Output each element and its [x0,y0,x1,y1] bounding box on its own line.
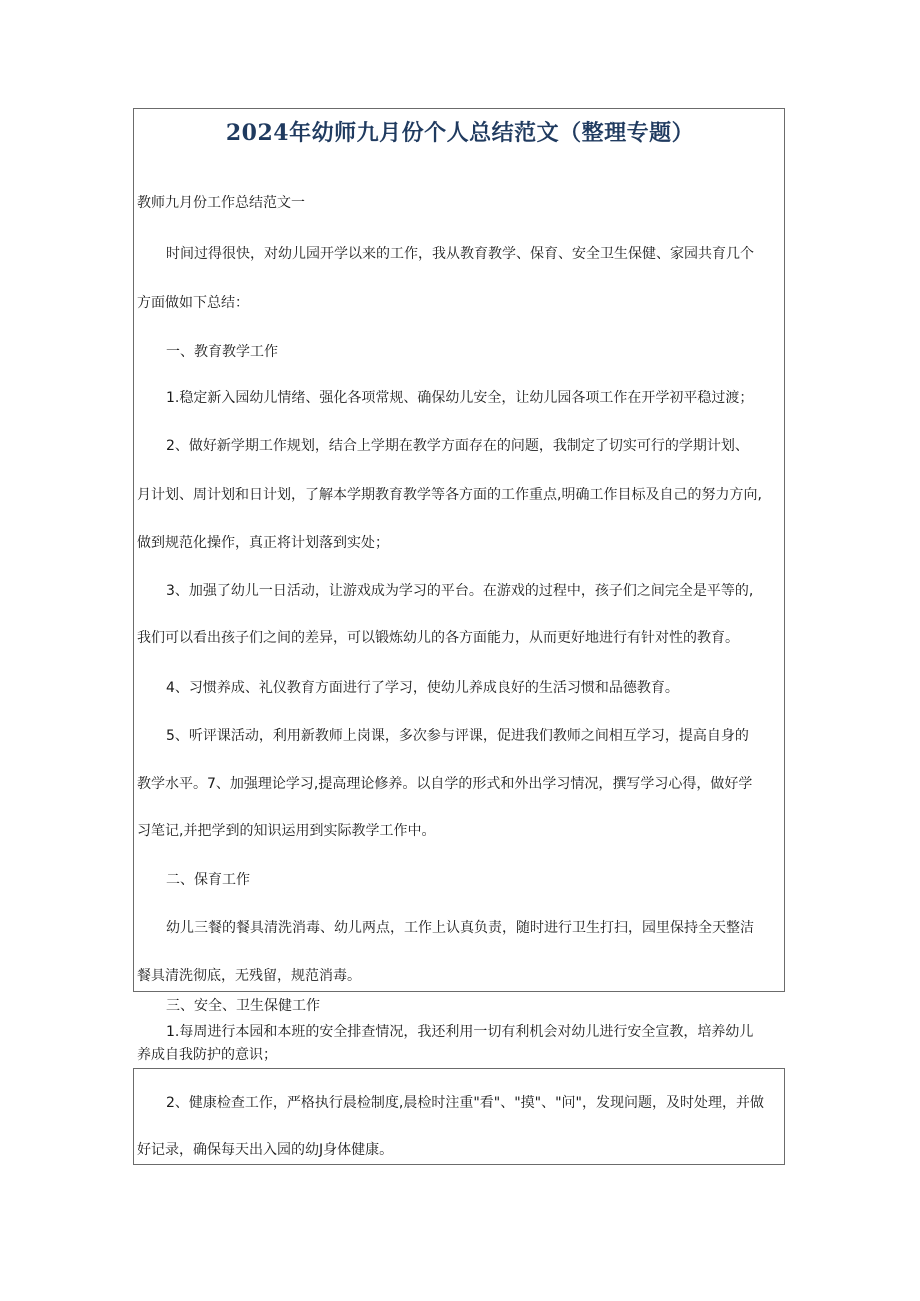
paragraph-line: 月计划、周计划和日计划，了解本学期教育教学等各方面的工作重点,明确工作目标及自己的努力方向, [137,487,762,503]
paragraph-line: 1.每周进行本园和本班的安全排查情况，我还利用一切有利机会对幼儿进行安全宣教，培养幼儿 [166,1024,754,1040]
paragraph-line: 2、健康检查工作，严格执行晨检制度,晨检时注重"看"、"摸"、"问"，发现问题，及时处理，并做 [166,1095,764,1111]
paragraph-line: 好记录，确保每天出入园的幼J身体健康。 [137,1142,394,1158]
paragraph-line: 教学水平。7、加强理论学习,提高理论修养。以自学的形式和外出学习情况，撰写学习心得，做好学 [137,776,753,792]
paragraph-line: 养成自我防护的意识； [137,1047,277,1063]
paragraph-line: 方面做如下总结： [137,295,249,311]
paragraph-line: 幼儿三餐的餐具清洗消毒、幼儿两点，工作上认真负责，随时进行卫生打扫，园里保持全天整洁 [166,920,754,936]
section-heading: 教师九月份工作总结范文一 [137,195,305,211]
section-heading: 三、安全、卫生保健工作 [166,998,320,1014]
paragraph-line: 2、做好新学期工作规划，结合上学期在教学方面存在的问题，我制定了切实可行的学期计划、 [166,438,749,454]
section-heading: 一、教育教学工作 [166,344,278,360]
paragraph-line: 4、习惯养成、礼仪教育方面进行了学习，使幼儿养成良好的生活习惯和品德教育。 [166,680,679,696]
paragraph-line: 我们可以看出孩子们之间的差异，可以锻炼幼儿的各方面能力，从而更好地进行有针对性的教育。 [137,630,739,646]
paragraph-line: 做到规范化操作，真正将计划落到实处； [137,535,389,551]
paragraph-line: 3、加强了幼儿一日活动，让游戏成为学习的平台。在游戏的过程中，孩子们之间完全是平等的, [166,583,754,599]
paragraph-line: 习笔记,并把学到的知识运用到实际教学工作中。 [137,823,436,839]
paragraph-line: 时间过得很快，对幼儿园开学以来的工作，我从教育教学、保育、安全卫生保健、家园共育几个 [166,246,754,262]
section-heading: 二、保育工作 [166,872,250,888]
paragraph-line: 餐具清洗彻底，无残留，规范消毒。 [137,968,361,984]
paragraph-line: 5、听评课活动，利用新教师上岗课，多次参与评课，促进我们教师之间相互学习，提高自身的 [166,728,749,744]
paragraph-line: 1.稳定新入园幼儿情绪、强化各项常规、确保幼儿安全，让幼儿园各项工作在开学初平稳过渡； [166,390,754,406]
document-title: 2024年幼师九月份个人总结范文（整理专题） [225,120,695,146]
